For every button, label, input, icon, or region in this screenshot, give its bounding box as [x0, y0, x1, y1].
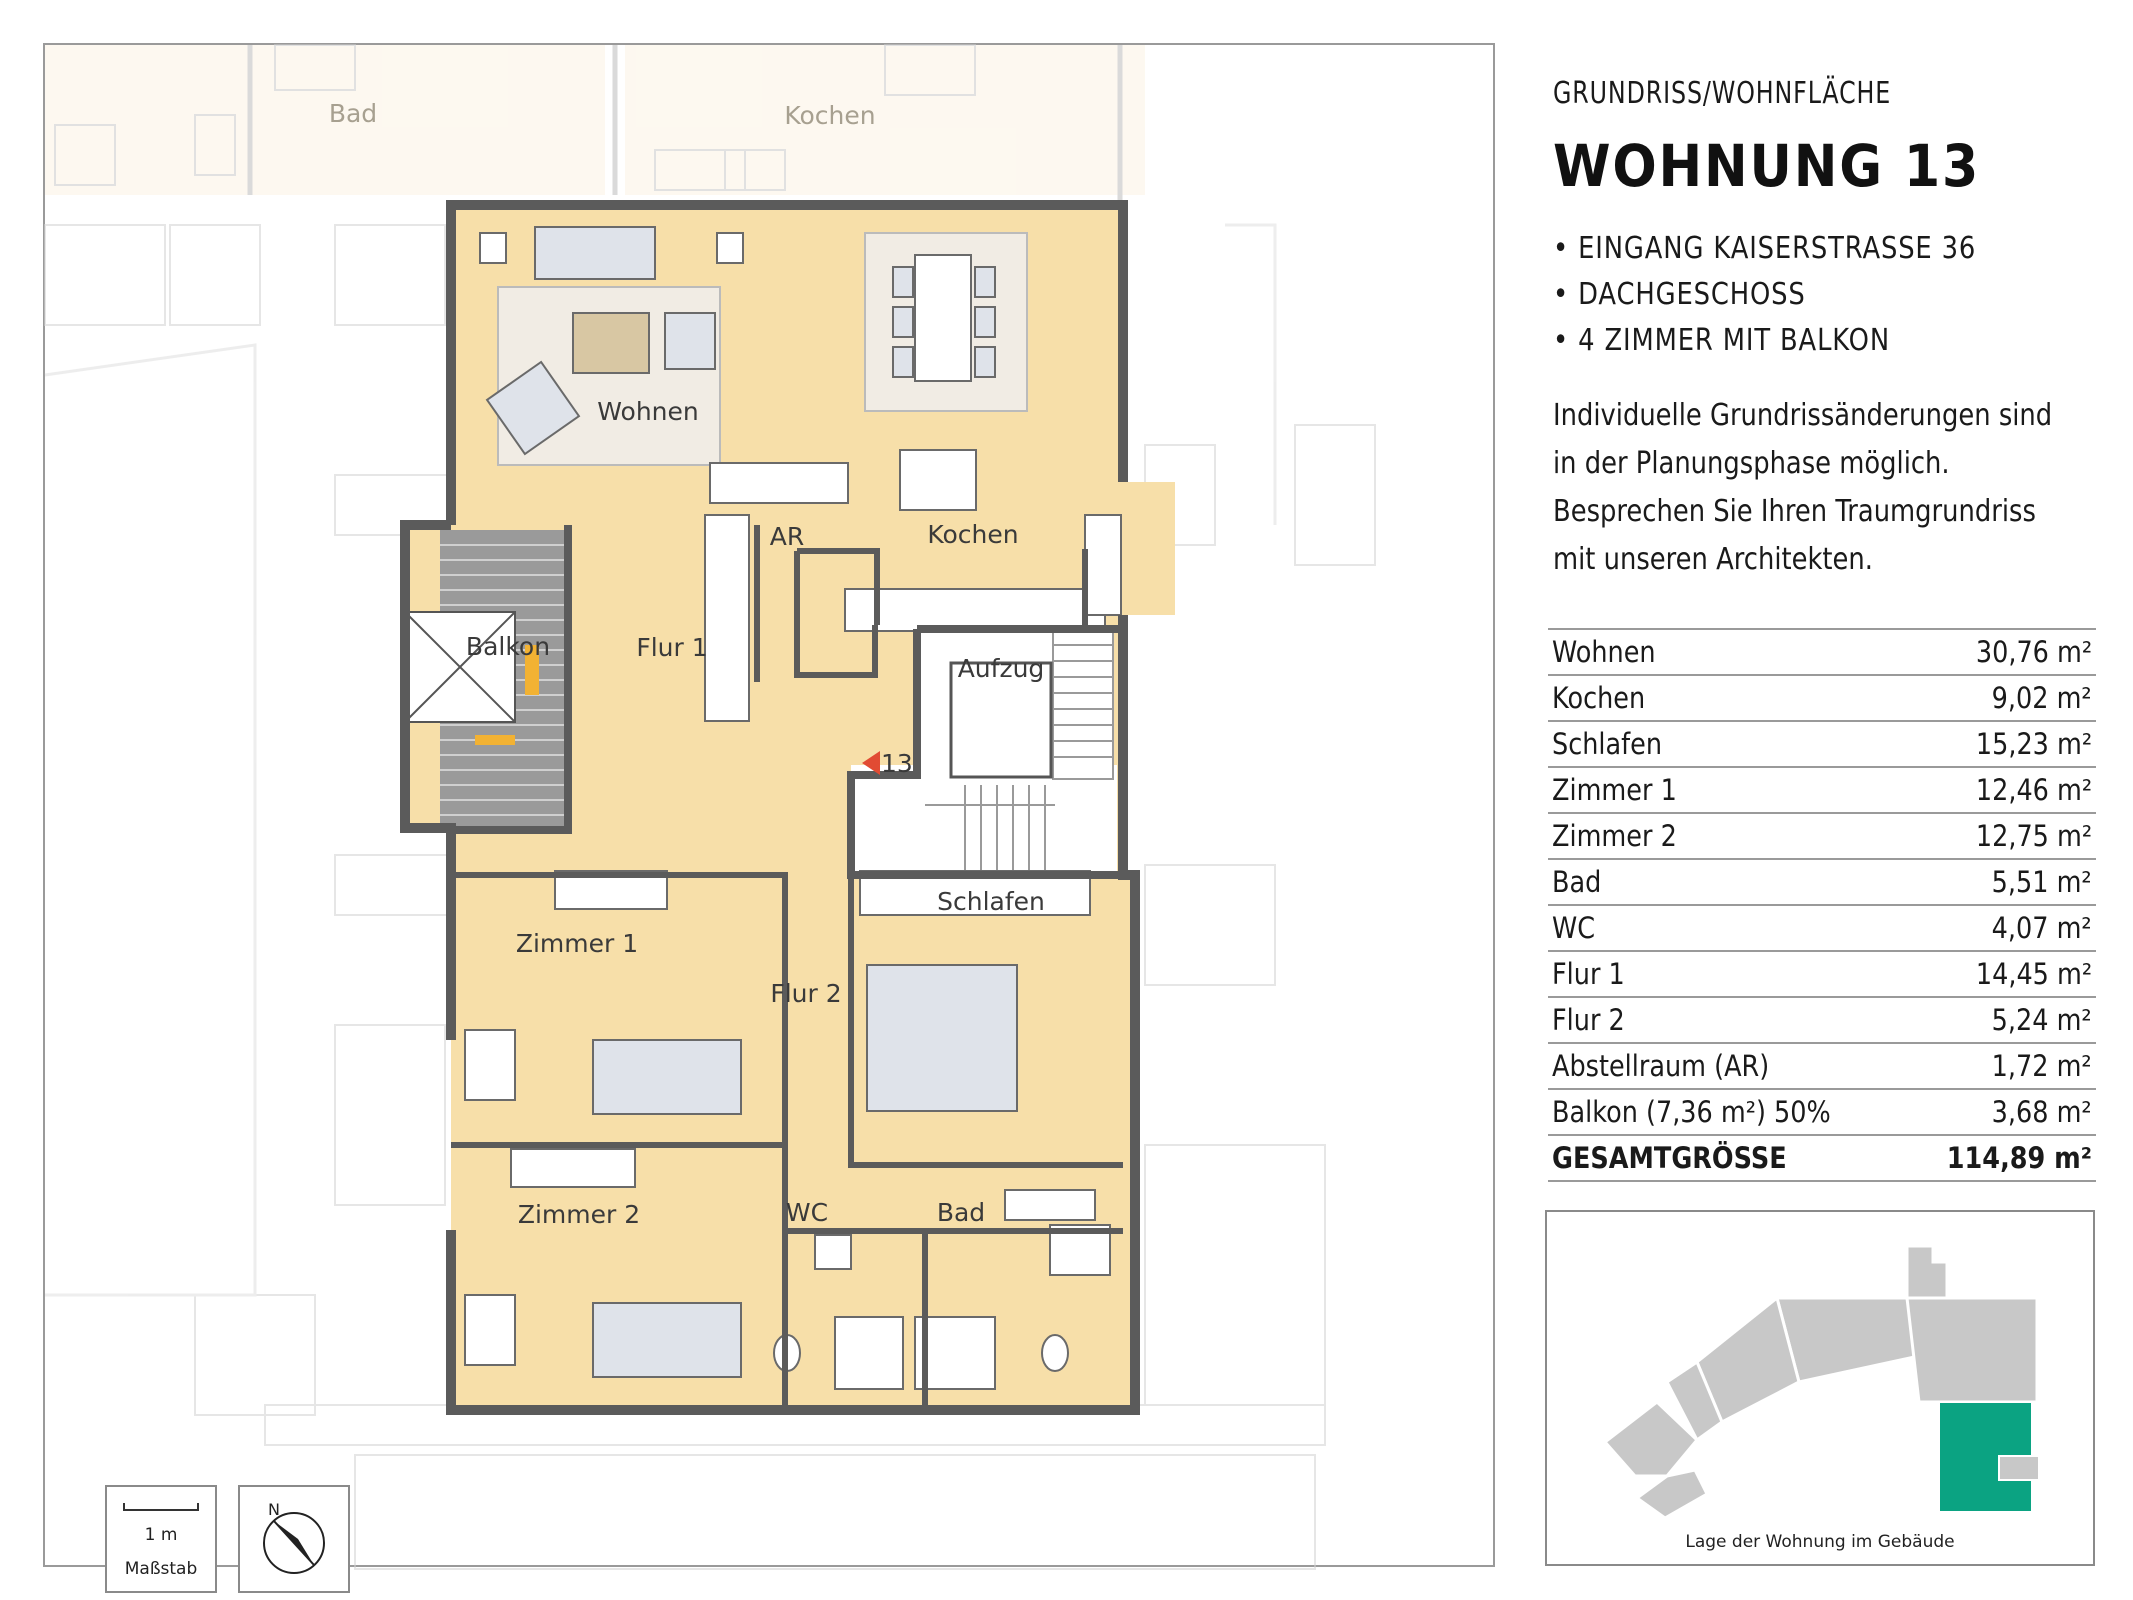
scale-value: 1 m	[144, 1525, 178, 1545]
room-label-wc: WC	[785, 1198, 829, 1227]
area-room-name: Abstellraum (AR)	[1552, 1049, 1770, 1083]
neighbor-kochen-label: Kochen	[784, 101, 876, 130]
area-row	[1548, 1043, 2096, 1089]
north-arrow-legend	[238, 1485, 350, 1593]
area-room-name: Flur 1	[1552, 957, 1625, 991]
area-row	[1548, 1135, 2096, 1181]
area-room-name: Bad	[1552, 865, 1602, 899]
area-value: 12,46 m²	[1975, 773, 2092, 807]
neighbor-bad-label: Bad	[328, 99, 378, 128]
area-room-name: WC	[1552, 911, 1596, 945]
area-row	[1548, 1089, 2096, 1135]
area-room-name: Zimmer 2	[1552, 819, 1677, 853]
area-value: 5,51 m²	[1991, 865, 2092, 899]
area-room-name: Balkon (7,36 m²) 50%	[1552, 1095, 1831, 1129]
area-value: 4,07 m²	[1991, 911, 2092, 945]
area-row	[1548, 675, 2096, 721]
room-label-balkon: Balkon	[465, 632, 551, 661]
floor-plan-drawing	[45, 45, 1497, 1569]
building-outline-map	[1547, 1212, 2093, 1512]
area-row	[1548, 951, 2096, 997]
room-label-schlafen: Schlafen	[937, 887, 1045, 916]
room-label-flur1: Flur 1	[636, 633, 708, 662]
area-value: 5,24 m²	[1991, 1003, 2092, 1037]
scale-label: Maßstab	[124, 1559, 198, 1579]
scale-bar-icon	[123, 1503, 199, 1511]
description-text: Individuelle Grundrissänderungen sind in der Planungsphase möglich. Besprechen Sie Ihren Traumgrundriss mit unseren Architekten.	[1553, 398, 2053, 577]
area-room-name: Flur 2	[1552, 1003, 1625, 1037]
area-value: 14,45 m²	[1975, 957, 2092, 991]
area-value: 9,02 m²	[1991, 681, 2092, 715]
room-label-wohnen: Wohnen	[597, 397, 699, 426]
area-value: 30,76 m²	[1975, 635, 2092, 669]
floor-plan-panel	[43, 43, 1495, 1579]
area-room-name: Schlafen	[1552, 727, 1662, 761]
area-row	[1548, 859, 2096, 905]
room-label-zimmer2: Zimmer 2	[517, 1200, 641, 1229]
area-value: 1,72 m²	[1991, 1049, 2092, 1083]
room-label-kochen: Kochen	[927, 520, 1019, 549]
area-row	[1548, 629, 2096, 675]
area-value: 114,89 m²	[1946, 1141, 2092, 1175]
area-row	[1548, 767, 2096, 813]
room-label-aufzug: Aufzug	[957, 654, 1045, 683]
area-room-name: Zimmer 1	[1552, 773, 1677, 807]
area-value: 3,68 m²	[1991, 1095, 2092, 1129]
feature-item: • DACHGESCHOSS	[1553, 277, 1806, 312]
room-label-zimmer1: Zimmer 1	[515, 929, 639, 958]
feature-list	[1553, 226, 2045, 364]
page-subtitle: GRUNDRISS/WOHNFLÄCHE	[1553, 76, 1892, 111]
building-location-panel	[1545, 1210, 2095, 1566]
area-room-name: Kochen	[1552, 681, 1646, 715]
page-title: WOHNUNG 13	[1553, 132, 1981, 200]
area-row	[1548, 813, 2096, 859]
room-label-bad: Bad	[936, 1198, 986, 1227]
location-caption: Lage der Wohnung im Gebäude	[1685, 1532, 1955, 1552]
apartment-number-marker: 13	[881, 749, 913, 778]
area-room-name: GESAMTGRÖSSE	[1552, 1141, 1787, 1175]
area-row	[1548, 997, 2096, 1043]
area-value: 12,75 m²	[1975, 819, 2092, 853]
scale-legend	[105, 1485, 217, 1593]
area-row	[1548, 721, 2096, 767]
area-table	[1548, 628, 2096, 1182]
room-label-ar: AR	[769, 522, 805, 551]
compass-icon	[240, 1487, 348, 1591]
room-label-flur2: Flur 2	[770, 979, 842, 1008]
area-value: 15,23 m²	[1975, 727, 2092, 761]
area-room-name: Wohnen	[1552, 635, 1656, 669]
feature-item: • EINGANG KAISERSTRASSE 36	[1553, 231, 1977, 266]
feature-item: • 4 ZIMMER MIT BALKON	[1553, 323, 1890, 358]
area-row	[1548, 905, 2096, 951]
svg-text:N: N	[268, 1500, 280, 1519]
